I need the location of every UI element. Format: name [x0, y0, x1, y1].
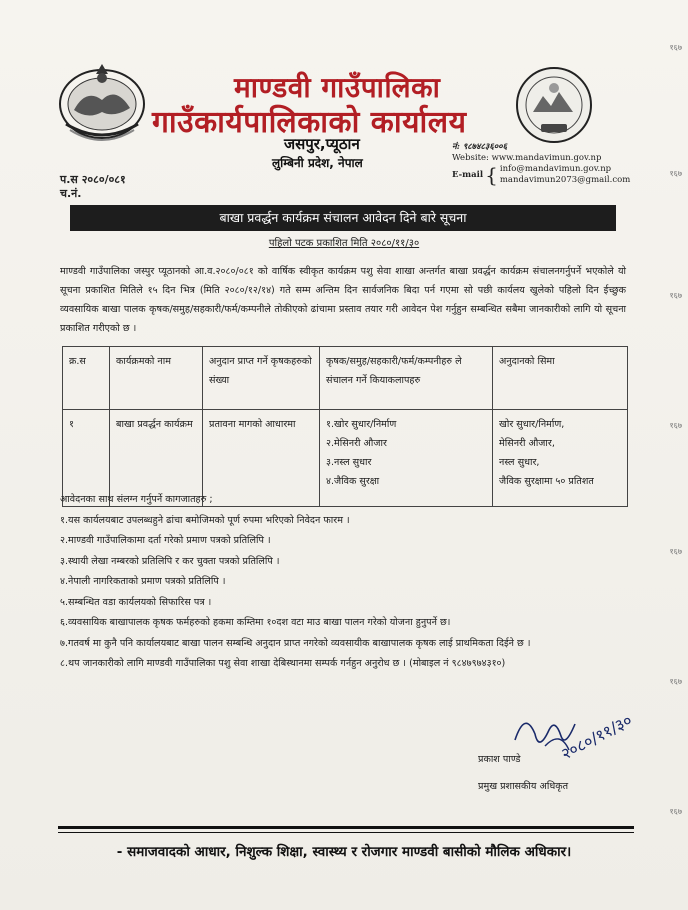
- document-item: १.यस कार्यलयबाट उपलब्धहुने ढांचा बमोजिमको पूर्ण रुपमा भरिएको निवेदन फारम ।: [60, 514, 350, 526]
- limit-item: खोर सुधार/निर्माण,: [499, 419, 565, 430]
- document-item: ६.व्यवसायिक बाखापालक कृषक फर्महरुको हकमा कम्तिमा १०दश वटा माउ बाखा पालन गरेको योजना हुनुपर्ने छ।: [60, 617, 451, 628]
- col-limit: अनुदानको सिमा: [493, 347, 628, 410]
- address-line-2: लुम्बिनी प्रदेश, नेपाल: [272, 156, 363, 170]
- page-margin-mark: १६७: [669, 677, 682, 686]
- first-published-date: पहिलो पटक प्रकाशित मिति २०८०/११/३०: [268, 238, 420, 249]
- page-margin-mark: १६७: [669, 291, 682, 300]
- footer-divider-thin: [58, 832, 634, 833]
- reference-number: प.स २०८०/०८१: [60, 173, 126, 186]
- page-margin-mark: १६७: [669, 421, 682, 430]
- footer-divider-thick: [58, 826, 634, 829]
- page-margin-mark: १६७: [669, 807, 682, 816]
- documents-heading: आवेदनका साथ संलग्न गर्नुपर्ने कागजातहरु ;: [60, 494, 213, 505]
- email-2: mandavimun2073@gmail.com: [499, 175, 631, 185]
- notice-title: बाखा प्रवर्द्धन कार्यक्रम संचालन आवेदन दिने बारे सूचना: [70, 205, 616, 231]
- signatory-name: प्रकाश पाण्डे: [478, 754, 521, 765]
- address-line-1: जसपुर,प्यूठान: [284, 135, 360, 153]
- document-item: ८.थप जानकारीको लागि माण्डवी गाउँपालिका पशु सेवा शाखा देबिस्थानमा सम्पर्क गर्नहुन अनुरोध छ । (मोबाइल नं ९८४७९७४३१०): [60, 658, 506, 669]
- website-text: Website: www.mandavimun.gov.np: [452, 153, 602, 163]
- limit-item: मेसिनरी औजार,: [499, 438, 555, 449]
- table-header-row: [63, 347, 628, 410]
- signature-date: २०८०/११/३०: [557, 710, 636, 764]
- col-program: कार्यक्रमको नाम: [110, 347, 203, 410]
- email-block: [452, 164, 630, 186]
- limit-item: जैविक सुरक्षामा ५० प्रतिशत: [499, 476, 594, 487]
- activity-item: ४.जैविक सुरक्षा: [326, 476, 380, 487]
- col-activities: कृषक/समुह/सहकारी/फर्म/कम्पनीहरु ले संचालन गर्ने कियाकलापहरु: [320, 347, 493, 410]
- activity-item: २.मेसिनरी औजार: [326, 438, 387, 449]
- dispatch-number: च.नं.: [60, 187, 82, 200]
- intro-paragraph: माण्डवी गाउँपालिका जस्पुर प्यूठानको आ.व.२०८०/०८१ को वार्षिक स्वीकृत कार्यक्रम पशु सेवा शाखा अन्तर्गत बाखा प्रवर्द्धन कार्यक्रम संचालनगर्नुपर्ने भएकोले यो सूचना प्रकाशित मितिले १५ दिन भित्र (मिति २०८०/१२/१४) गते सम्म अन्तिम दिन सार्वजनिक बिदा पर्न गएमा सो पछी कार्यलय खुलेको पहिलो दिन ईच्छुक व्यवसायिक बाखा पालक कृषक/समुह/सहकारी/फर्म/कम्पनीले तोकीएको ढांचामा प्रस्ताव तयार गरी आवेदन पेश गर्नुहुन सम्बन्धित सबैमा जानकारीको लागि यो सूचना प्रकाशित गरीएको छ ।: [60, 266, 626, 334]
- document-item: २.माण्डवी गाउँपालिकामा दर्ता गरेको प्रमाण पत्रको प्रतिलिपि ।: [60, 535, 271, 546]
- footer-slogan: - समाजवादको आधार, निशुल्क शिक्षा, स्वास्थ्य र रोजगार माण्डवी बासीको मौलिक अधिकार।: [116, 844, 572, 860]
- office-name: गाउँकार्यपालिकाको कार्यालय: [152, 105, 467, 140]
- document-item: ७.गतवर्ष मा कुनै पनि कार्यालयबाट बाखा पालन सम्बन्धि अनुदान प्राप्त नगरेको व्यवसायीक बाखापालक कृषक लाई प्राथमिकता दिईने छ ।: [60, 637, 531, 649]
- col-count: अनुदान प्राप्त गर्ने कृषकहरुको संख्या: [203, 347, 320, 410]
- required-documents: [60, 490, 626, 675]
- page-margin-mark: १६७: [669, 169, 682, 178]
- cell-program: बाखा प्रवर्द्धन कार्यक्रम: [110, 410, 203, 507]
- page-margin-mark: १६७: [669, 43, 682, 52]
- cell-count: प्रतावना मागको आधारमा: [203, 410, 320, 507]
- cell-sn: १: [63, 410, 110, 507]
- municipality-seal-icon: [515, 66, 593, 144]
- signatory-role: प्रमुख प्रशासकीय अधिकृत: [478, 781, 569, 792]
- activity-item: १.खोर सुधार/निर्माण: [326, 419, 397, 430]
- brace-icon: {: [485, 163, 498, 187]
- handwritten-signature: [505, 700, 636, 780]
- contact-block: [452, 142, 630, 186]
- email-label: E-mail: [452, 169, 484, 180]
- activity-item: ३.नस्ल सुधार: [326, 457, 372, 468]
- limit-item: नस्ल सुधार,: [499, 457, 540, 468]
- nepal-emblem-icon: [56, 60, 148, 142]
- municipality-name: माण्डवी गाउँपालिका: [234, 71, 441, 104]
- col-sn: क्र.स: [63, 347, 110, 410]
- page-margin-mark: १६७: [669, 547, 682, 556]
- email-1: info@mandavimun.gov.np: [499, 164, 612, 174]
- document-item: ३.स्थायी लेखा नम्बरको प्रतिलिपि र कर चुक्ता पत्रको प्रतिलिपि ।: [60, 555, 280, 567]
- program-table: [62, 346, 628, 507]
- document-item: ४.नेपाली नागरिकताको प्रमाण पत्रको प्रतिलिपि ।: [60, 576, 226, 587]
- document-item: ५.सम्बन्धित वडा कार्यलयको सिफारिस पत्र ।: [60, 596, 212, 608]
- phone-number: नं: ९८७४८३६००६: [452, 142, 508, 152]
